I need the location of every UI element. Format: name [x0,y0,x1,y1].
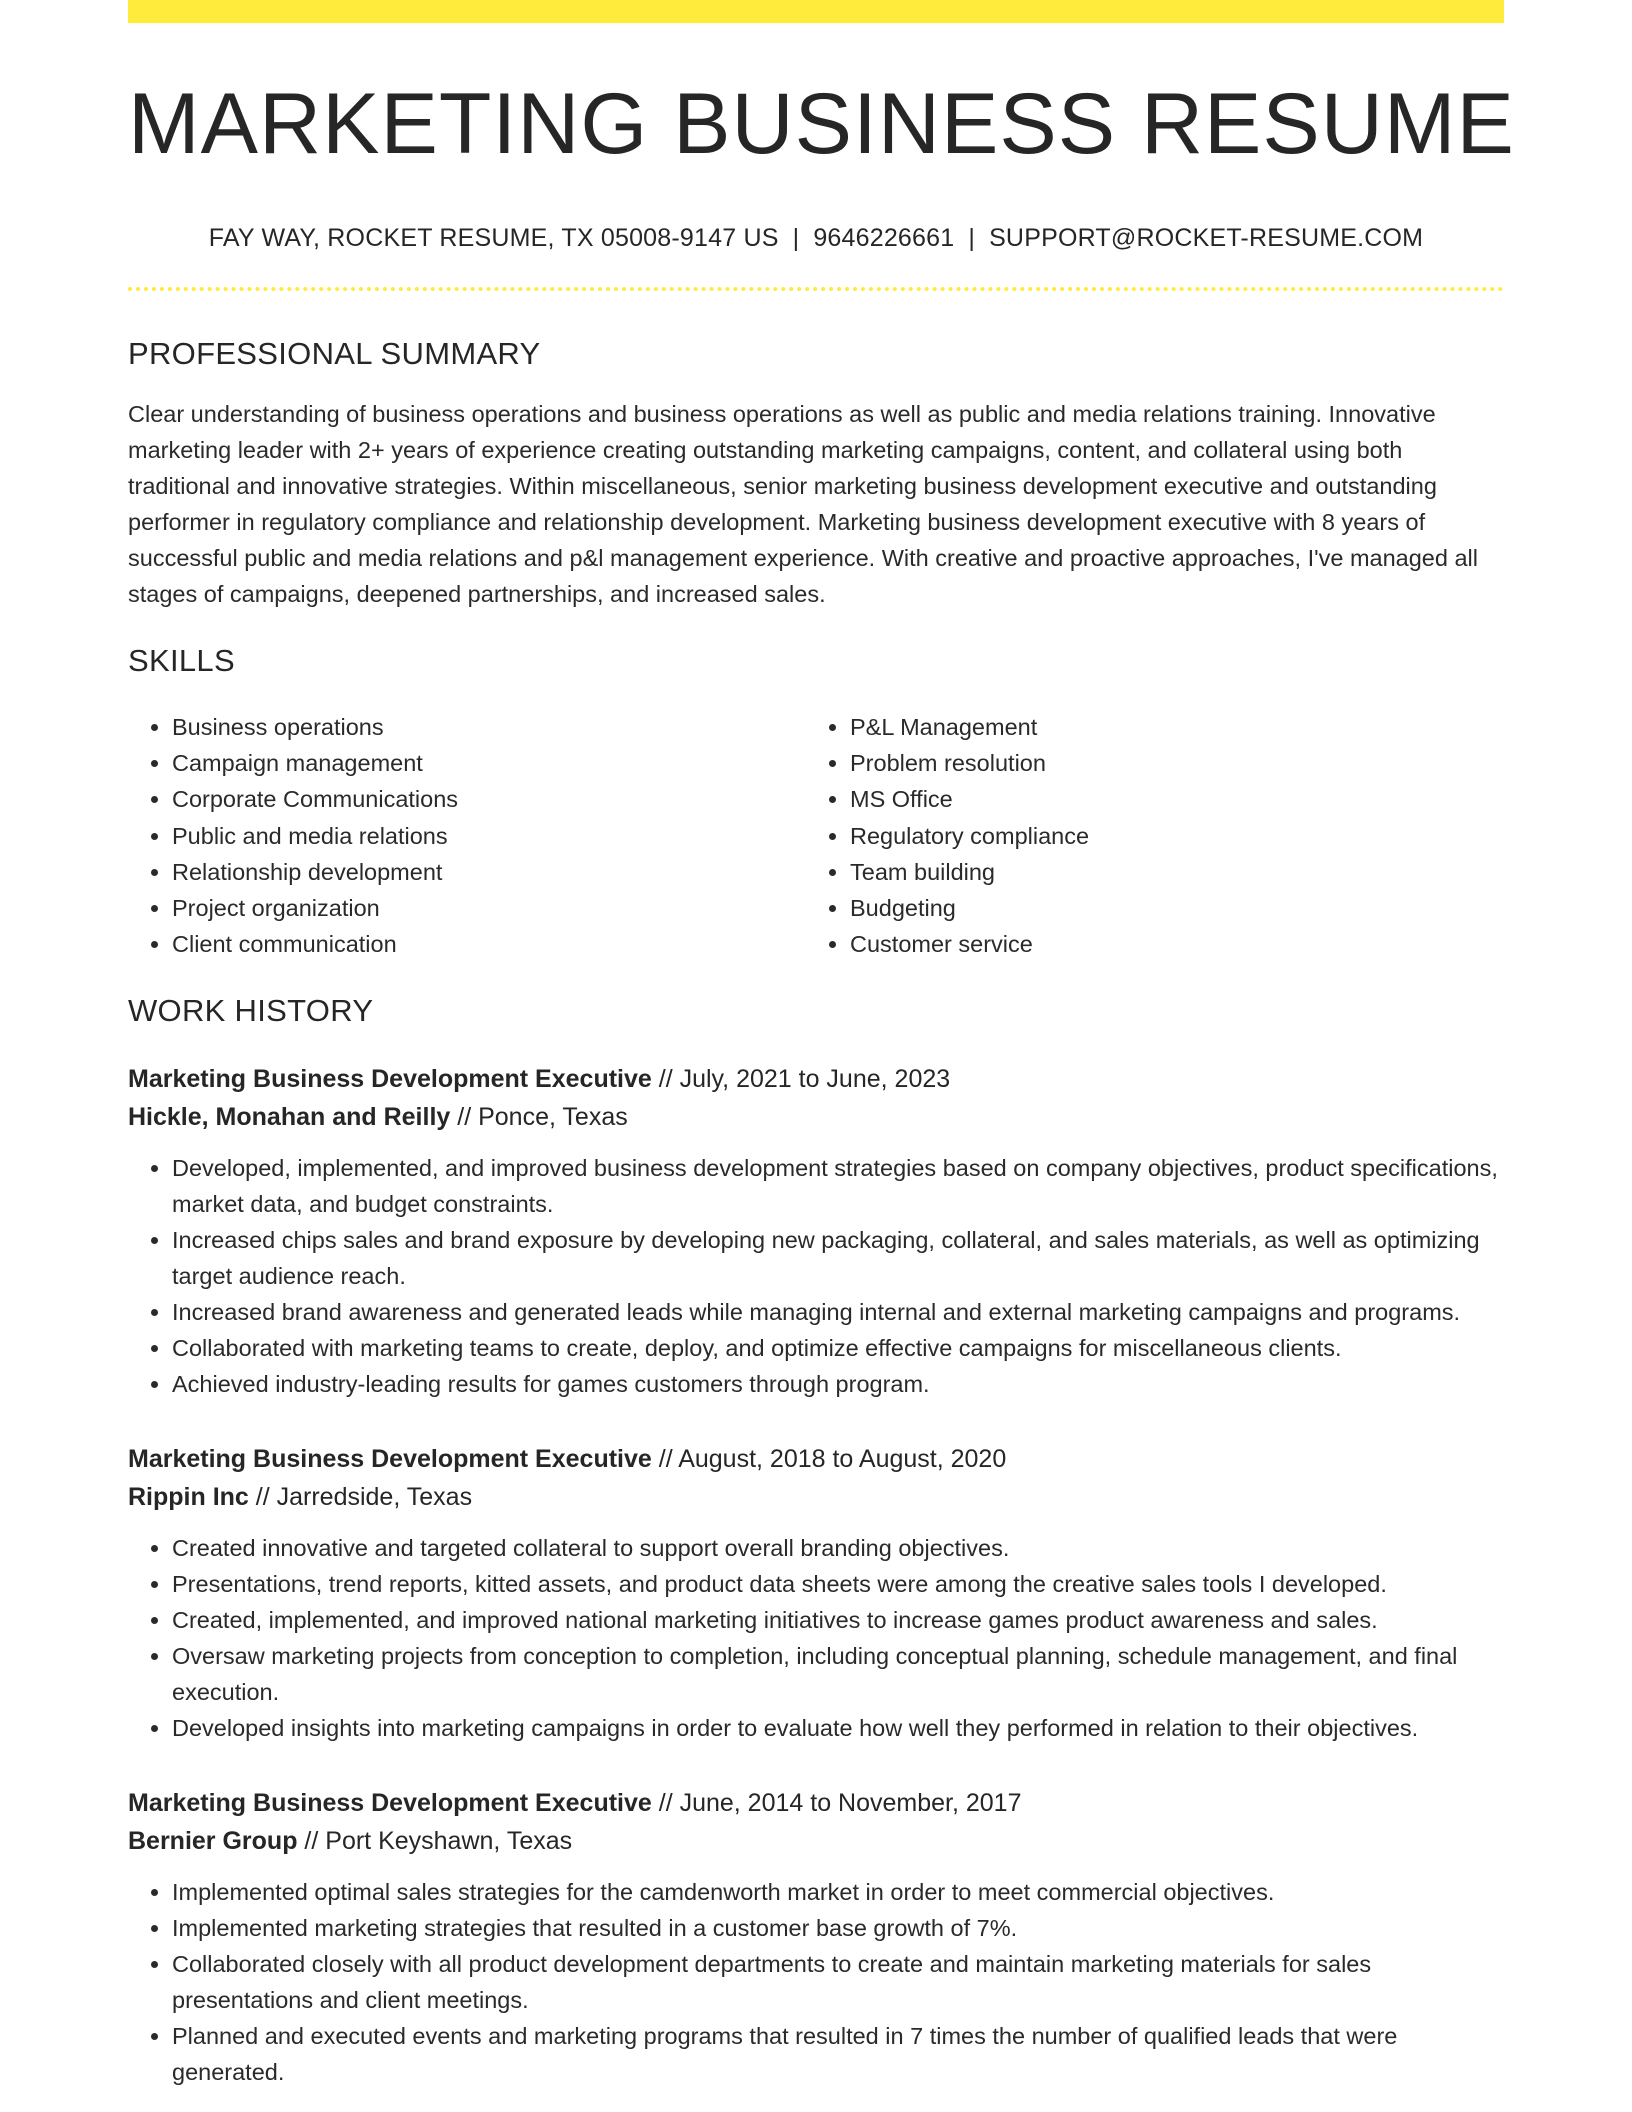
job-location: // Port Keyshawn, Texas [297,1826,573,1855]
job-bullet: • Achieved industry-leading results for games customers through program. [172,1366,1504,1402]
job-dates: // August, 2018 to August, 2020 [651,1444,1007,1473]
job-company: Bernier Group [128,1826,298,1855]
job-entry [128,1440,1504,1746]
job-bullet: • Collaborated closely with all product development departments to create and maintain marketing materials for sales presentations and client meetings. [172,1946,1504,2018]
skill-item: • Campaign management [172,745,806,781]
section-title-summary: PROFESSIONAL SUMMARY [128,335,541,371]
job-role-line [128,1784,1504,1822]
job-role-line [128,1440,1504,1478]
summary-paragraph: Clear understanding of business operations and business operations as well as public and media relations training. Innovative marketing leader with 2+ years of experience creating outstanding marketing campaigns, content, and collateral using both traditional and innovative strategies. Within miscellaneous, senior marketing business development executive and outstanding performer in regulatory compliance and relationship development. Marketing business development executive with 8 years of successful public and media relations and p&l management experience. With creative and proactive approaches, I've managed all stages of campaigns, deepened partnerships, and increased sales. [128,400,1478,607]
skill-item: • Budgeting [850,890,1484,926]
dotted-divider [128,287,1504,291]
job-company: Hickle, Monahan and Reilly [128,1102,451,1131]
job-dates: // June, 2014 to November, 2017 [651,1788,1022,1817]
job-location: // Jarredside, Texas [248,1482,473,1511]
skill-item: • Project organization [172,890,806,926]
skill-item: • Public and media relations [172,818,806,854]
job-bullet: • Increased brand awareness and generated leads while managing internal and external marketing campaigns and programs. [172,1294,1504,1330]
job-bullets [128,1150,1504,1402]
skill-item: • Business operations [172,709,806,745]
section-title-work-history: WORK HISTORY [128,993,374,1029]
contact-address: FAY WAY, ROCKET RESUME, TX 05008-9147 US [208,223,779,252]
job-bullets [128,1874,1504,2090]
job-company-line [128,1098,1504,1136]
skill-item: • Problem resolution [850,745,1484,781]
contact-separator: | [792,223,800,252]
skill-item: • Corporate Communications [172,781,806,817]
job-bullet: • Created innovative and targeted collateral to support overall branding objectives. [172,1530,1504,1566]
skill-item: • MS Office [850,781,1484,817]
resume-title: MARKETING BUSINESS RESUME [128,76,1515,172]
job-company-line [128,1822,1504,1860]
skill-item: • Regulatory compliance [850,818,1484,854]
job-dates: // July, 2021 to June, 2023 [651,1064,951,1093]
job-bullet: • Planned and executed events and marketing programs that resulted in 7 times the number of qualified leads that were generated. [172,2018,1504,2090]
skill-item: • Relationship development [172,854,806,890]
job-bullet: • Implemented marketing strategies that resulted in a customer base growth of 7%. [172,1910,1504,1946]
contact-phone: 9646226661 [813,223,955,252]
job-bullet: • Developed insights into marketing campaigns in order to evaluate how well they performed in relation to their objectives. [172,1710,1504,1746]
skill-item: • P&L Management [850,709,1484,745]
skill-item: • Team building [850,854,1484,890]
job-role-line [128,1060,1504,1098]
skills-column-right [806,709,1484,962]
job-bullet: • Collaborated with marketing teams to create, deploy, and optimize effective campaigns for miscellaneous clients. [172,1330,1504,1366]
job-bullet: • Developed, implemented, and improved business development strategies based on company objectives, product specifications, market data, and budget constraints. [172,1150,1504,1222]
job-entry [128,1060,1504,1402]
job-bullet: • Implemented optimal sales strategies for the camdenworth market in order to meet commercial objectives. [172,1874,1504,1910]
job-company-line [128,1478,1504,1516]
job-bullet: • Created, implemented, and improved national marketing initiatives to increase games product awareness and sales. [172,1602,1504,1638]
job-role: Marketing Business Development Executive [128,1064,652,1093]
job-company: Rippin Inc [128,1482,249,1511]
skill-item: • Client communication [172,926,806,962]
job-bullet: • Oversaw marketing projects from conception to completion, including conceptual planning, schedule management, and final execution. [172,1638,1504,1710]
contact-separator: | [968,223,976,252]
resume-content [128,0,1515,2090]
skill-item: • Customer service [850,926,1484,962]
skills-grid [128,709,1504,962]
accent-top-bar [128,0,1504,23]
job-bullet: • Presentations, trend reports, kitted assets, and product data sheets were among the creative sales tools I developed. [172,1566,1504,1602]
job-location: // Ponce, Texas [450,1102,628,1131]
contact-line [128,224,1504,253]
job-role: Marketing Business Development Executive [128,1788,652,1817]
job-entry [128,1784,1504,2090]
section-title-skills: SKILLS [128,642,235,678]
job-bullet: • Increased chips sales and brand exposure by developing new packaging, collateral, and sales materials, as well as optimizing target audience reach. [172,1222,1504,1294]
job-bullets [128,1530,1504,1746]
skills-column-left [128,709,806,962]
job-role: Marketing Business Development Executive [128,1444,652,1473]
contact-email: SUPPORT@ROCKET-RESUME.COM [989,223,1424,252]
